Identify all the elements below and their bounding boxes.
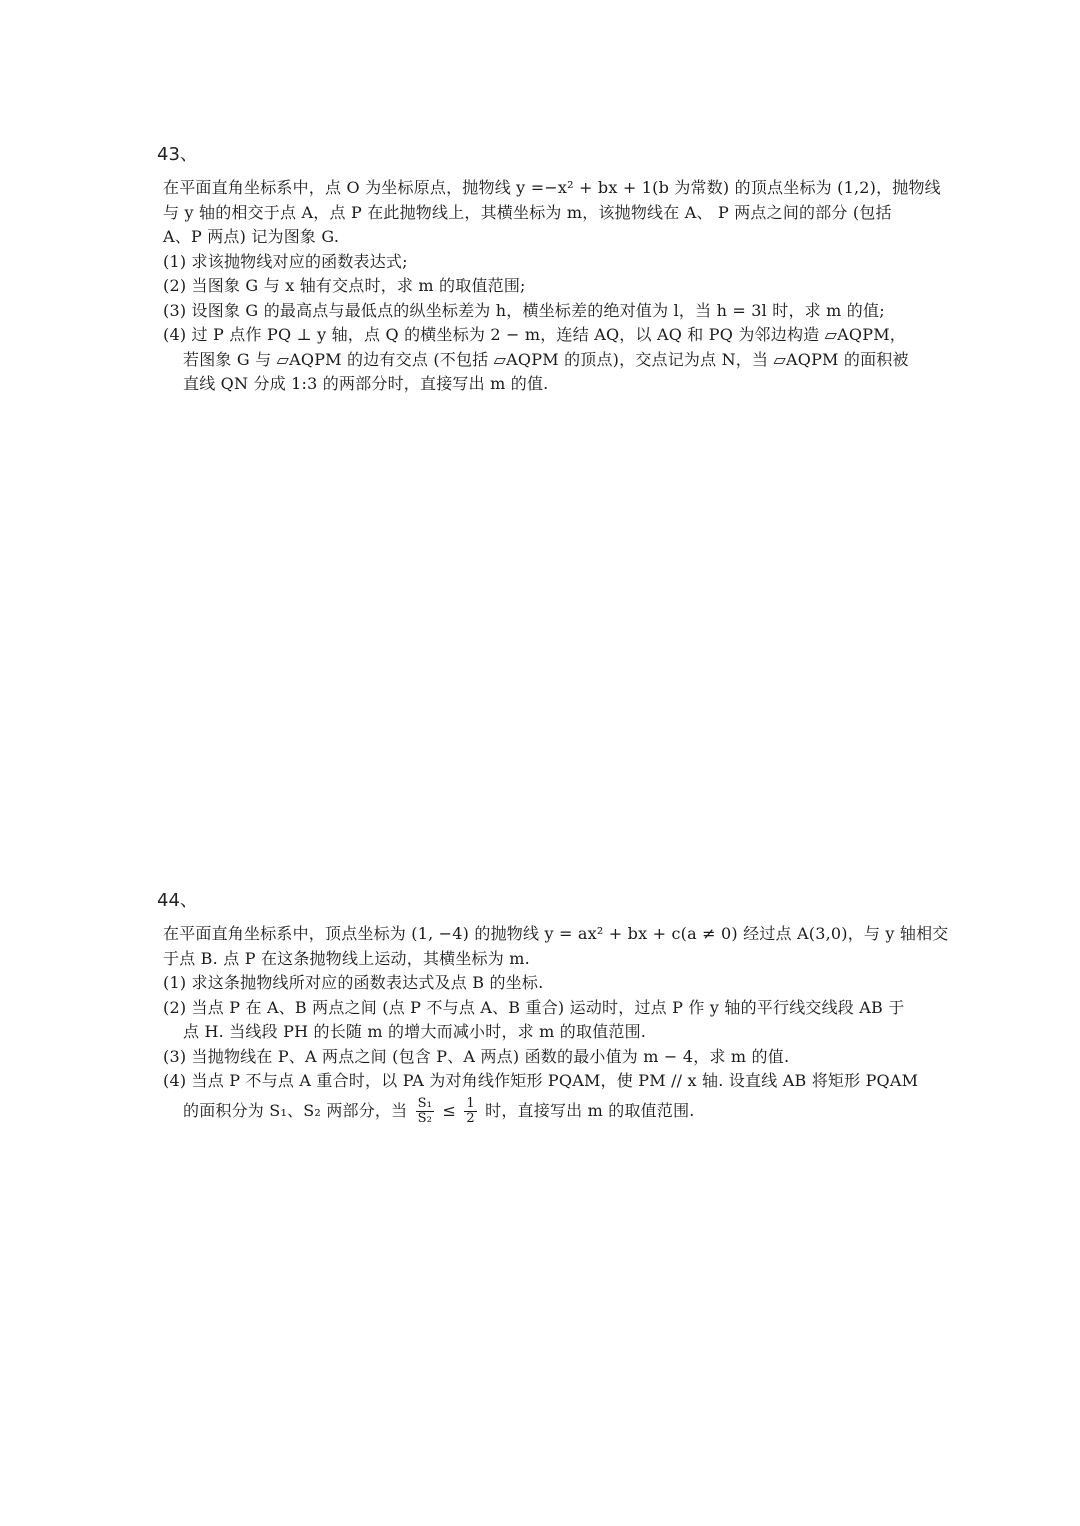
problem-text-line: 与 y 轴的相交于点 A，点 P 在此抛物线上，其横坐标为 m，该抛物线在 A、 P 两点之间的部分 (包括 bbox=[163, 202, 892, 222]
fraction-numerator: S₁ bbox=[417, 1095, 433, 1111]
sub-question-4-cont bbox=[163, 1094, 983, 1128]
fraction-numerator: 1 bbox=[466, 1095, 475, 1111]
sub-question-4: (4) 当点 P 不与点 A 重合时，以 PA 为对角线作矩形 PQAM，使 PM // x 轴. 设直线 AB 将矩形 PQAM bbox=[163, 1071, 919, 1090]
text-segment: 时，直接写出 m 的取值范围. bbox=[485, 1100, 695, 1120]
problem-text-line: A、P 两点) 记为图象 G. bbox=[163, 227, 340, 246]
fraction-denominator: S₂ bbox=[417, 1110, 433, 1126]
sub-question-1: (1) 求该抛物线对应的函数表达式; bbox=[163, 251, 408, 271]
sub-question-4: (4) 过 P 点作 PQ ⊥ y 轴，点 Q 的横坐标为 2 − m，连结 AQ，以 AQ 和 PQ 为邻边构造 ▱AQPM， bbox=[163, 325, 906, 344]
fraction-s1-over-s2 bbox=[416, 1097, 435, 1126]
sub-question-3: (3) 当抛物线在 P、A 两点之间 (包含 P、A 两点) 函数的最小值为 m − 4，求 m 的值. bbox=[163, 1046, 790, 1066]
sub-question-2: (2) 当图象 G 与 x 轴有交点时，求 m 的取值范围; bbox=[163, 276, 526, 295]
sub-question-2-cont: 点 H. 当线段 PH 的长随 m 的增大而减小时，求 m 的取值范围. bbox=[183, 1022, 647, 1041]
sub-question-3: (3) 设图象 G 的最高点与最低点的纵坐标差为 h，横坐标差的绝对值为 l，当 h = 3l 时，求 m 的值; bbox=[163, 300, 885, 320]
problem-44 bbox=[157, 886, 983, 1128]
problem-text-line: 在平面直角坐标系中，顶点坐标为 (1, −4) 的抛物线 y = ax² + bx + c(a ≠ 0) 经过点 A(3,0)，与 y 轴相交 bbox=[163, 924, 949, 943]
problem-text-line: 在平面直角坐标系中，点 O 为坐标原点，抛物线 y =−x² + bx + 1(b 为常数) 的顶点坐标为 (1,2)，抛物线 bbox=[163, 178, 941, 197]
sub-question-4-cont: 若图象 G 与 ▱AQPM 的边有交点 (不包括 ▱AQPM 的顶点)，交点记为点 N，当 ▱AQPM 的面积被 bbox=[183, 349, 909, 369]
text-segment: 的面积分为 S₁、S₂ 两部分，当 bbox=[183, 1100, 408, 1120]
problem-43 bbox=[157, 140, 983, 397]
problem-text-line: 于点 B. 点 P 在这条抛物线上运动，其横坐标为 m. bbox=[163, 948, 530, 968]
inequality-sign: ≤ bbox=[442, 1100, 457, 1120]
sub-question-1: (1) 求这条抛物线所对应的函数表达式及点 B 的坐标. bbox=[163, 973, 544, 992]
problem-number: 43、 bbox=[157, 144, 198, 165]
problem-number: 44、 bbox=[157, 890, 198, 911]
sub-question-2: (2) 当点 P 在 A、B 两点之间 (点 P 不与点 A、B 重合) 运动时，过点 P 作 y 轴的平行线交线段 AB 于 bbox=[163, 997, 905, 1017]
fraction-denominator: 2 bbox=[466, 1110, 475, 1126]
fraction-one-half bbox=[464, 1097, 476, 1126]
sub-question-4-cont: 直线 QN 分成 1:3 的两部分时，直接写出 m 的值. bbox=[183, 374, 549, 393]
